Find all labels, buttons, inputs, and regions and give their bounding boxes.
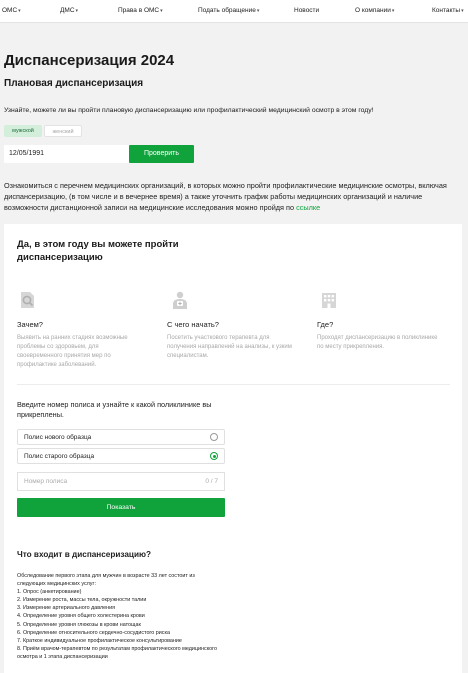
doctor-icon xyxy=(170,290,190,310)
nav-contacts-label: Контакты xyxy=(432,7,461,14)
feature-start-title: С чего начать? xyxy=(167,320,219,329)
top-navigation xyxy=(0,0,468,23)
chevron-down-icon: ▾ xyxy=(256,8,260,14)
nav-about[interactable] xyxy=(355,7,394,14)
nav-appeal-label: Подать обращение xyxy=(198,7,256,14)
radio-checked-icon[interactable] xyxy=(210,452,218,460)
chevron-down-icon: ▾ xyxy=(160,8,163,14)
nav-oms[interactable] xyxy=(2,7,21,14)
included-list xyxy=(17,572,217,661)
list-item: 3. Измерение артериального давления xyxy=(17,605,116,612)
chevron-down-icon: ▾ xyxy=(391,8,395,14)
polis-old-option[interactable] xyxy=(17,448,225,464)
result-title: Да, в этом году вы можете пройти диспансеризацию xyxy=(17,239,179,263)
magnifier-document-icon xyxy=(18,290,38,310)
nav-oms-label: ОМС xyxy=(2,7,18,14)
polis-new-option[interactable] xyxy=(17,429,225,445)
included-title: Что входит в диспансеризацию? xyxy=(17,550,151,559)
nav-rights[interactable] xyxy=(118,7,163,14)
polis-new-label: Полис нового образца xyxy=(24,434,92,441)
list-item: 5. Определение уровня глюкозы в крови натощак xyxy=(17,621,141,628)
gender-female-tab[interactable]: женский xyxy=(44,125,82,137)
result-card xyxy=(4,224,462,673)
feature-why-text: Выявить на ранних стадиях возможные проблемы со здоровьем, для своевременного принятия мер по профилактике заболеваний. xyxy=(17,335,128,368)
nav-news[interactable] xyxy=(294,7,319,14)
nav-dms[interactable] xyxy=(60,7,78,14)
info-paragraph xyxy=(4,180,462,213)
feature-where-title: Где? xyxy=(317,320,334,329)
check-button[interactable]: Проверить xyxy=(129,145,194,163)
hospital-building-icon xyxy=(319,290,339,310)
show-button[interactable]: Показать xyxy=(17,498,225,517)
nav-dms-label: ДМС xyxy=(60,7,75,14)
birthdate-input[interactable]: 12/05/1991 xyxy=(4,145,129,163)
page-title: Диспансеризация 2024 xyxy=(4,52,175,69)
page-subtitle: Плановая диспансеризация xyxy=(4,78,144,89)
polis-old-label: Полис старого образца xyxy=(24,453,95,460)
info-text: Ознакомиться с перечнем медицинских организаций, в которых можно пройти профилактические медицинские осмотры, включая диспансеризацию, (в том числе и в вечернее время) а также уточнить график работы медицинских организаций и наличие возможности дистанционной записи на медицинские исследования можно пройдя по xyxy=(4,181,447,212)
chevron-down-icon: ▾ xyxy=(18,8,21,14)
nav-appeal[interactable] xyxy=(198,7,259,14)
nav-contacts[interactable] xyxy=(432,7,464,14)
feature-where-text: Проходят диспансеризацию в поликлинике по месту прикрепления. xyxy=(317,335,438,350)
nav-about-label: О компании xyxy=(355,7,391,14)
included-intro: Обследование первого этапа для мужчин в возрасте 33 лет состоит из следующих медицинских услуг: xyxy=(17,573,195,588)
list-item: 7. Краткое индивидуальное профилактическое консультирование xyxy=(17,637,182,644)
chevron-down-icon: ▾ xyxy=(75,8,79,14)
polis-number-counter: 0 / 7 xyxy=(205,478,218,485)
list-item: 2. Измерение роста, массы тела, окружности талии xyxy=(17,597,147,604)
chevron-down-icon: ▾ xyxy=(461,8,464,14)
polis-label: Введите номер полиса и узнайте к какой поликлинике вы прикреплены. xyxy=(17,400,212,419)
nav-news-label: Новости xyxy=(294,7,320,14)
list-item: 4. Определение уровня общего холестерина крови xyxy=(17,613,145,620)
clinics-link[interactable]: ссылке xyxy=(296,203,321,212)
nav-rights-label: Права в ОМС xyxy=(118,7,160,14)
divider xyxy=(17,384,450,385)
intro-text: Узнайте, можете ли вы пройти плановую диспансеризацию или профилактический медицинский осмотр в этом году! xyxy=(4,107,374,114)
feature-why-title: Зачем? xyxy=(17,320,43,329)
list-item: 8. Приём врачом-терапевтом по результатам профилактического медицинского осмотра и 1 этапа диспансеризации xyxy=(17,645,217,660)
polis-number-input[interactable] xyxy=(17,472,225,491)
polis-number-placeholder: Номер полиса xyxy=(24,478,68,485)
list-item: 6. Определение относительного сердечно-сосудистого риска xyxy=(17,629,170,636)
feature-start-text: Посетить участкового терапевта для получения направлений на анализы, к узким специалистам. xyxy=(167,335,292,359)
list-item: 1. Опрос (анкетирование) xyxy=(17,589,82,596)
gender-male-tab[interactable]: мужской xyxy=(4,125,42,137)
radio-unchecked-icon[interactable] xyxy=(210,433,218,441)
